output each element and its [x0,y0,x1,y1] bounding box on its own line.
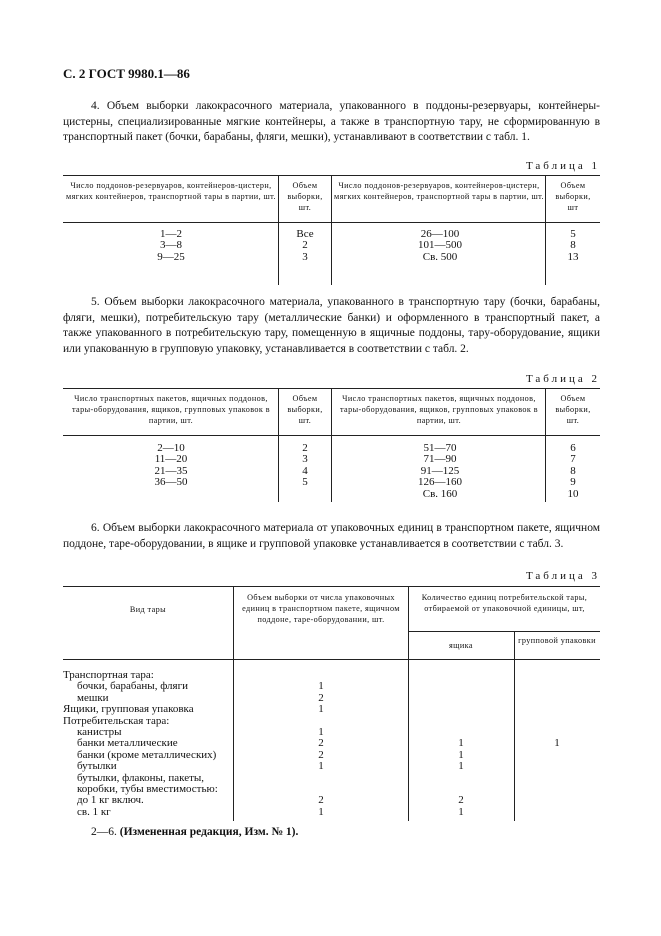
table-3-divider [408,586,409,821]
paragraph-6: 6. Объем выборки лакокрасочного материала от упаковочных единиц в транспортном пакете, ящичном поддоне, таре-оборудовании, в ящике и групповой упаковке устанавливается в соответствии с табл. 3. [63,522,600,550]
amendment-note [91,826,298,838]
table-cell: 5 [302,476,308,489]
table-cell [532,681,582,692]
table-1-left-count-col [78,229,264,263]
table-cell: 101—500 [418,239,462,252]
table-cell: 91—125 [420,464,460,477]
page-header: С. 2 ГОСТ 9980.1—86 [63,66,190,81]
table-3-divider [514,631,515,821]
table-cell: 2 [318,691,324,704]
table-cell: мешки [77,691,109,704]
table-cell: 2 [318,748,324,761]
table-2-head-left-volume: Объем выборки, шт. [287,394,323,425]
paragraph-5: 5. Объем выборки лакокрасочного материала, упакованного в транспортную тару (бочки, барабаны, фляги, мешки), потребительскую тару (металлические банки) и оформленного в транспортный пакет, а также упакованного в потребительскую тару, помещенную в ящичные поддоны, тару-оборудование, ящики или упакованную в групповую упаковку, устанавливается в соответствии с табл. 2. [63,296,600,355]
table-cell: коробки, тубы вместимостью: [77,782,218,795]
table-cell: 5 [570,228,576,240]
table-cell: 3 [302,453,308,466]
table-cell: 36—50 [154,476,188,489]
table-cell [436,704,486,715]
table-3-volume-col [296,670,346,818]
table-2-left-count-col [78,443,264,489]
table-3-caption: Таблица 3 [525,570,600,582]
table-cell: 2 [458,794,464,807]
table-1-head-right-count: Число поддонов-резервуаров, контейнеров-цистерн, мягких контейнеров, транспортной тары в партии, шт. [334,181,544,201]
paragraph-4: 4. Объем выборки лакокрасочного материала, упакованного в поддоны-резервуары, контейнеры-цистерны, специализированные мягкие контейнеры, а также в транспортную тару, не сформированную в транспортный пакет (бочки, барабаны, фляги, мешки), устанавливают в соответствии с табл. 1. [63,100,600,143]
table-cell [532,795,582,806]
table-cell: Все [296,228,314,240]
amendment-note-bold: (Измененная редакция, Изм. № 1). [119,826,299,838]
amendment-note-prefix: 2—6. [91,826,120,838]
table-cell: 126—160 [418,476,462,489]
table-cell: 11—20 [154,453,188,466]
table-cell: канистры [77,725,122,738]
table-1-divider [278,175,279,285]
table-cell: 51—70 [423,442,457,454]
table-cell: 6 [570,442,576,454]
table-2-right-count-col [340,443,540,500]
table-cell: 2 [302,239,308,252]
table-cell [532,693,582,704]
table-2-divider [331,388,332,502]
table-cell: 1 [458,748,464,761]
table-2-head-right-volume: Объем выборки, шт. [555,394,591,425]
table-cell: до 1 кг включ. [77,794,144,807]
table-cell [532,807,582,818]
table-cell: 2—10 [157,442,185,454]
table-cell: 4 [302,464,308,477]
table-3-divider [233,586,234,821]
table-3-head-volume: Объем выборки от числа упаковочных единиц в транспортном пакете, ящичном поддоне, таре-оборудовании, шт. [242,593,400,624]
table-cell: 13 [567,250,579,263]
table-3-type-col [63,670,233,818]
table-cell [532,750,582,761]
table-cell: 10 [567,487,579,500]
table-cell: Св. 160 [422,487,458,500]
table-cell [532,761,582,772]
table-2-right-volume-col [547,443,599,500]
table-cell: 71—90 [423,453,457,466]
table-cell: банки (кроме металлических) [77,748,217,761]
table-cell [532,784,582,795]
table-cell [296,773,346,784]
table-2-head-right-count: Число транспортных пакетов, ящичных поддонов, тары-оборудования, ящиков, групповых упаковок в партии, шт. [339,394,539,425]
table-cell: бутылки, флаконы, пакеты, [77,771,205,784]
table-1-head-left-volume: Объем выборки, шт. [287,181,323,212]
table-cell [532,716,582,727]
table-2-left-volume-col [280,443,330,489]
table-cell: св. 1 кг [77,805,111,818]
table-2-head-left-count: Число транспортных пакетов, ящичных поддонов, тары-оборудования, ящиков, групповых упаковок в партии, шт. [71,394,271,425]
table-cell: 1 [458,805,464,818]
table-cell [436,681,486,692]
table-cell: 7 [570,453,576,466]
table-2-divider [278,388,279,502]
table-1-caption: Таблица 1 [525,160,600,172]
table-3-head-count: Количество единиц потребительской тары, отбираемой от упаковочной единицы, шт, [421,593,588,613]
table-cell: 1—2 [160,228,182,240]
table-cell: 26—100 [420,228,460,240]
table-cell: 1 [318,680,324,693]
table-cell: 1 [318,805,324,818]
table-cell: 1 [318,760,324,773]
table-3-group-col [532,670,582,818]
table-cell: 9 [570,476,576,489]
table-1-divider [331,175,332,285]
table-cell [436,693,486,704]
table-cell: 2 [302,442,308,454]
table-cell: Транспортная тара: [63,669,154,681]
table-1-right-count-col [340,229,540,263]
table-cell: 2 [318,794,324,807]
table-cell: банки металлические [77,737,178,750]
table-cell [532,773,582,784]
table-cell [436,716,486,727]
table-cell: Ящики, групповая упаковка [63,703,194,716]
table-3-head-type: Вид тары [129,605,167,614]
table-3-subhead-rule [408,631,600,632]
table-2-divider [545,388,546,502]
table-1-head-left-count: Число поддонов-резервуаров, контейнеров-цистерн, мягких контейнеров, транспортной тары в партии, шт. [66,181,276,201]
table-cell [436,773,486,784]
table-3-head-rule [63,659,600,660]
table-cell: 9—25 [157,250,185,263]
table-1-right-volume-col [547,229,599,263]
table-cell: 3—8 [160,239,182,252]
table-cell: 2 [318,737,324,750]
table-1-head-right-volume: Объем выборки, шт [555,181,591,212]
table-3-head-group: групповой упаковки [518,636,596,645]
table-3-head-box: ящика [449,641,473,650]
table-cell: 1 [318,725,324,738]
table-1-divider [545,175,546,285]
table-cell: 1 [318,703,324,716]
table-1-left-volume-col [280,229,330,263]
table-cell: бочки, барабаны, фляги [77,680,188,693]
table-cell: 1 [554,737,560,750]
table-cell: бутылки [77,760,117,773]
table-cell: 3 [302,250,308,263]
table-cell [436,670,486,681]
table-cell: 8 [570,239,576,252]
table-cell: Потребительская тара: [63,714,170,727]
table-cell: 8 [570,464,576,477]
table-cell: 21—35 [154,464,188,477]
table-cell [532,670,582,681]
table-2-caption: Таблица 2 [525,373,600,385]
table-3-box-col [436,670,486,818]
table-cell [532,704,582,715]
table-cell: 1 [458,760,464,773]
table-cell: Св. 500 [422,250,458,263]
table-cell: 1 [458,737,464,750]
table-3-top-rule [63,586,600,587]
